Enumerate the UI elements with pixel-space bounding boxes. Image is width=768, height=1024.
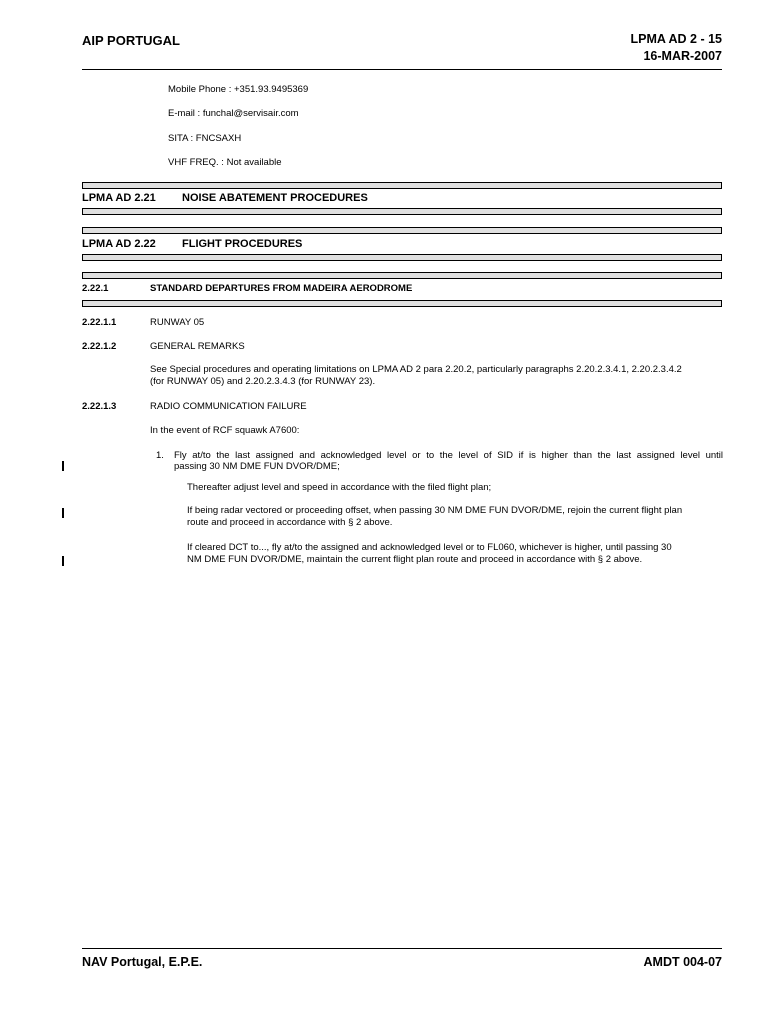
paragraph-line: If being radar vectored or proceeding offset, when passing 30 NM DME FUN DVOR/DME, rejoin the current flight plan [187,505,683,516]
section-number: LPMA AD 2.22 [82,238,156,250]
section-bar-top [82,182,722,189]
header-rule [82,69,722,70]
footer-amendment: AMDT 004-07 [643,955,722,969]
section-2-22-heading [82,238,303,250]
rcf-intro: In the event of RCF squawk A7600: [150,425,300,436]
header-page-ref [631,31,722,65]
list-item-number: 1. [156,450,164,461]
subsection-title: GENERAL REMARKS [150,341,245,352]
paragraph-line: passing 30 NM DME FUN DVOR/DME; [174,461,340,472]
subsection-number: 2.22.1.3 [82,401,117,412]
subsection-title: RUNWAY 05 [150,317,205,328]
section-bar-top [82,272,722,279]
mobile-phone: Mobile Phone : +351.93.9495369 [168,84,309,95]
subsection-number: 2.22.1.2 [82,341,117,352]
section-2-22-1-heading [82,283,413,294]
change-bar [62,461,64,471]
paragraph-line: Fly at/to the last assigned and acknowledged level or to the level of SID if is higher than the last assigned level until [174,450,723,461]
section-number: LPMA AD 2.21 [82,192,156,204]
header-date: 16-MAR-2007 [643,49,722,63]
section-title: STANDARD DEPARTURES FROM MADEIRA AERODROME [150,283,413,294]
change-bar [62,556,64,566]
radar-vectored-instruction [187,505,682,529]
section-number: 2.22.1 [82,283,109,294]
header-page-number: LPMA AD 2 - 15 [630,32,722,46]
change-bar [62,508,64,518]
paragraph-line: See Special procedures and operating limitations on LPMA AD 2 para 2.20.2, particularly paragraphs 2.20.2.3.4.1, 2.20.2.3.4.2 [150,364,682,375]
section-bar-bottom [82,300,722,307]
general-remarks-paragraph [150,364,682,388]
paragraph-line: If cleared DCT to..., fly at/to the assigned and acknowledged level or to FL060, whichever is higher, until passing 30 [187,542,672,553]
sita: SITA : FNCSAXH [168,133,242,144]
section-bar-bottom [82,208,722,215]
thereafter-instruction: Thereafter adjust level and speed in accordance with the filed flight plan; [187,482,492,493]
paragraph-line: (for RUNWAY 05) and 2.20.2.3.4.3 (for RUNWAY 23). [150,376,376,387]
footer-rule [82,948,722,949]
section-2-21-heading [82,192,368,204]
dct-instruction [187,542,672,566]
header-publication: AIP PORTUGAL [82,33,180,48]
subsection-number: 2.22.1.1 [82,317,117,328]
vhf-frequency: VHF FREQ. : Not available [168,157,282,168]
footer-publisher: NAV Portugal, E.P.E. [82,955,203,969]
section-title: FLIGHT PROCEDURES [182,238,303,250]
section-bar-bottom [82,254,722,261]
list-item-1 [174,450,723,472]
section-bar-top [82,227,722,234]
email: E-mail : funchal@servisair.com [168,108,299,119]
subsection-title: RADIO COMMUNICATION FAILURE [150,401,307,412]
paragraph-line: route and proceed in accordance with § 2 above. [187,517,393,528]
paragraph-line: NM DME FUN DVOR/DME, maintain the current flight plan route and proceed in accordance with § 2 above. [187,554,643,565]
section-title: NOISE ABATEMENT PROCEDURES [182,192,368,204]
